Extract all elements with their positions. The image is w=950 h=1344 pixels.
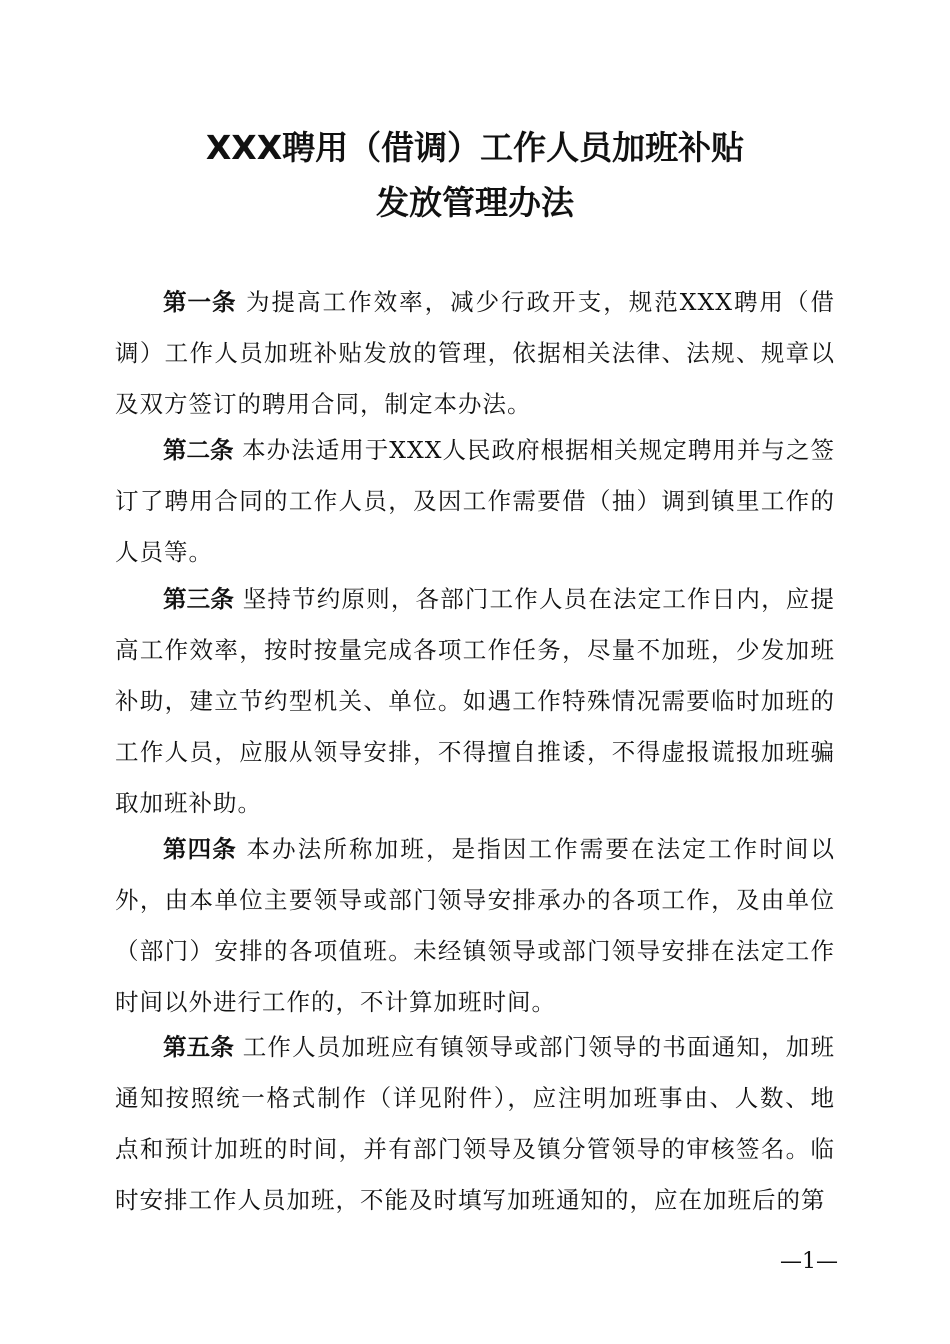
article-1 [115,277,835,430]
article-2 [115,425,835,578]
article-4-heading: 第四条 [163,835,237,863]
article-2-text: 本办法适用于XXX人民政府根据相关规定聘用并与之签订了聘用合同的工作人员，及因工作需要借（抽）调到镇里工作的人员等。 [115,436,835,566]
article-1-heading: 第一条 [163,288,237,316]
document-title-line-2: 发放管理办法 [376,183,574,222]
article-2-heading: 第二条 [163,436,234,464]
article-5 [115,1022,835,1226]
article-1-text: 为提高工作效率，减少行政开支，规范XXX聘用（借调）工作人员加班补贴发放的管理，依据相关法律、法规、规章以及双方签订的聘用合同，制定本办法。 [115,288,835,418]
article-4-text: 本办法所称加班，是指因工作需要在法定工作时间以外，由本单位主要领导或部门领导安排承办的各项工作，及由单位（部门）安排的各项值班。未经镇领导或部门领导安排在法定工作时间以外进行工作的，不计算加班时间。 [115,835,835,1016]
article-3 [115,574,835,829]
article-5-heading: 第五条 [163,1033,235,1061]
article-3-text: 坚持节约原则，各部门工作人员在法定工作日内，应提高工作效率，按时按量完成各项工作任务，尽量不加班，少发加班补助，建立节约型机关、单位。如遇工作特殊情况需要临时加班的工作人员，应服从领导安排，不得擅自推诿，不得虚报谎报加班骗取加班补助。 [115,585,835,817]
article-5-text: 工作人员加班应有镇领导或部门领导的书面通知，加班通知按照统一格式制作（详见附件），应注明加班事由、人数、地点和预计加班的时间，并有部门领导及镇分管领导的审核签名。临时安排工作人员加班，不能及时填写加班通知的，应在加班后的第 [115,1033,835,1214]
page-number: —1— [780,1249,838,1274]
article-4 [115,824,835,1028]
document-title-line-1: XXX聘用（借调）工作人员加班补贴 [205,128,745,167]
article-3-heading: 第三条 [163,585,235,613]
